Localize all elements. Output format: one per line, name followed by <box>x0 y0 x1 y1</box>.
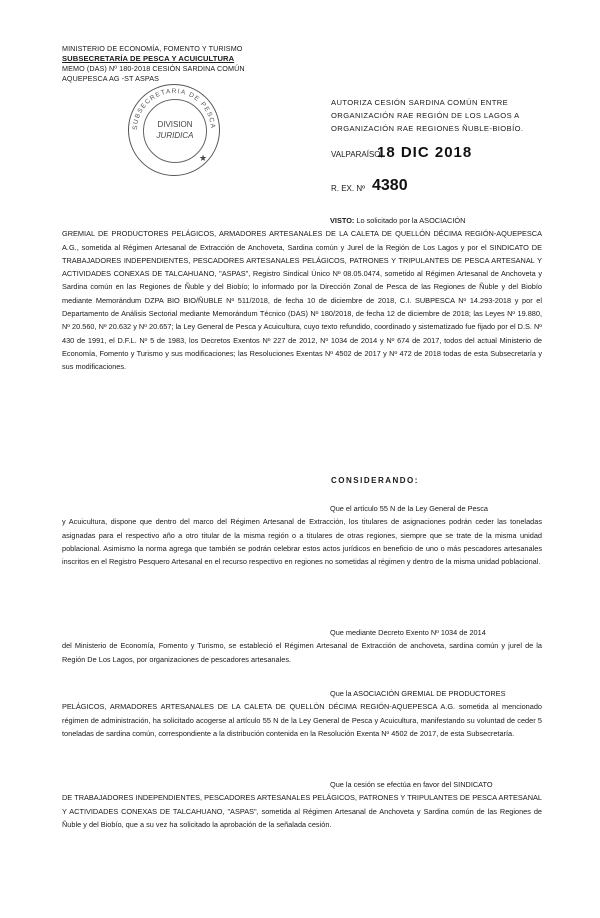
star-icon: ★ <box>199 153 208 163</box>
considerando-paragraph-3 <box>62 687 542 740</box>
resolution-title <box>331 96 541 135</box>
visto-paragraph <box>62 214 542 374</box>
considerando-1-first: Que el artículo 55 N de la Ley General de Pesca <box>330 504 488 513</box>
memo-reference-line-2: AQUEPESCA AG -ST ASPAS <box>62 74 160 83</box>
letterhead <box>62 44 312 84</box>
stamp-line-1: DIVISION <box>157 120 193 129</box>
considerando-2-rest: del Ministerio de Economía, Fomento y Turismo, se estableció el Régimen Artesanal de Extracción de anchoveta, sardina común y jurel de la Región De Los Lagos, por organizaciones de pescadores artesanales. <box>62 641 542 664</box>
considerando-paragraph-1 <box>62 502 542 568</box>
stamp-line-2: JURIDICA <box>156 131 194 140</box>
visto-text-first: Lo solicitado por la ASOCIACIÓN <box>356 216 466 225</box>
resolution-number: 4380 <box>372 177 408 194</box>
subsecretaria-name: SUBSECRETARÍA DE PESCA Y ACUICULTURA <box>62 54 235 63</box>
memo-reference-line-1: MEMO (DAS) Nº 180-2018 CESIÓN SARDINA COMÚN <box>62 64 245 73</box>
title-line-3: ORGANIZACIÓN RAE REGIONES ÑUBLE-BIOBÍO. <box>331 124 524 133</box>
juridica-stamp <box>128 84 220 176</box>
stamp-outer-text: SUBSECRETARIA DE PESCA <box>131 87 217 131</box>
resolution-date: 18 DIC 2018 <box>377 144 473 161</box>
rex-label: R. EX. Nº <box>331 184 366 193</box>
considerando-paragraph-4 <box>62 778 542 831</box>
visto-text-rest: GREMIAL DE PRODUCTORES PELÁGICOS, ARMADORES ARTESANALES DE LA CALETA DE QUELLÓN DÉCIMA REGIÓN-AQUEPESCA A.G., sometida al Régimen Artesanal de Extracción de Anchoveta, Sardina común y Jurel de la Región de Los Lagos y por el SINDICATO DE TRABAJADORES INDEPENDIENTES, PESCADORES ARTESANALES PELÁGICOS, PATRONES Y TRIPULANTES DE PESCA ARTESANAL Y ACTIVIDADES CONEXAS DE TALCAHUANO, "ASPAS", Registro Sindical Único Nº 08.05.0474, sometido al Régimen Artesanal de Anchoveta y Sardina común en las Regiones de Ñuble y del Biobío; lo informado por la Dirección Zonal de Pesca de las Regiones de Ñuble y del Biobío mediante Memorándum DZPA BIO BIO/ÑUBLE Nº 511/2018, de fecha 10 de diciembre de 2018, C.I. SUBPESCA Nº 14.293-2018 y por el Departamento de Análisis Sectorial mediante Memorándum Técnico (DAS) Nº 180/2018, de fecha 12 de diciembre de 2018; las Leyes Nº 19.880, Nº 20.560, Nº 20.632 y Nº 20.657; la Ley General de Pesca y Acuicultura, cuyo texto refundido, coordinado y sistematizado fue fijado por el D.S. Nº 430 de 1991, el D.F.L. Nº 5 de 1983, los Decretos Exentos Nº 227 de 2012, Nº 1034 de 2014 y Nº 674 de 2017, todos del actual Ministerio de Economía, Fomento y Turismo y sus modificaciones; las Resoluciones Exentas Nº 4502 de 2017 y Nº 472 de 2018 todas de esta Subsecretaría y sus modificaciones. <box>62 229 542 372</box>
ministry-name: MINISTERIO DE ECONOMÍA, FOMENTO Y TURISMO <box>62 44 243 53</box>
place-date-row <box>331 144 473 161</box>
considerando-4-rest: DE TRABAJADORES INDEPENDIENTES, PESCADORES ARTESANALES PELÁGICOS, PATRONES Y TRIPULANTES DE PESCA ARTESANAL Y ACTIVIDADES CONEXAS DE TALCAHUANO, "ASPAS", sometida al Régimen Artesanal de Anchoveta y Sardina común de las Regiones de Ñuble y del Biobío, que a su vez ha solicitado la aprobación de la señalada cesión. <box>62 793 542 829</box>
city-label: VALPARAÍSO, <box>331 150 383 159</box>
considerando-2-first: Que mediante Decreto Exento Nº 1034 de 2014 <box>330 628 486 637</box>
title-line-1: AUTORIZA CESIÓN SARDINA COMÚN ENTRE <box>331 98 509 107</box>
considerando-3-first: Que la ASOCIACIÓN GREMIAL DE PRODUCTORES <box>330 689 506 698</box>
visto-label: VISTO: <box>330 216 355 225</box>
considerando-paragraph-2 <box>62 626 542 666</box>
title-line-2: ORGANIZACIÓN RAE REGIÓN DE LOS LAGOS A <box>331 111 520 120</box>
considerando-3-rest: PELÁGICOS, ARMADORES ARTESANALES DE LA CALETA DE QUELLÓN DÉCIMA REGIÓN-AQUEPESCA A.G. sometida al mencionado régimen de administración, ha solicitado acogerse al artículo 55 N de la Ley General de Pesca y Acuicultura, manifestando su voluntad de ceder 5 toneladas de sardina común, correspondiente a la distribución contenida en la Resolución Exenta Nº 4502 de 2017, de esta Subsecretaría. <box>62 702 542 738</box>
stamp-inner-circle <box>143 99 207 163</box>
resolution-number-row <box>331 177 408 194</box>
considerando-1-rest: y Acuicultura, dispone que dentro del marco del Régimen Artesanal de Extracción, los titulares de asignaciones podrán ceder las toneladas asignadas para el respectivo año a otro titular de la misma región o a titulares de otras regiones, siempre que se trate de la misma unidad poblacional. Asimismo la norma agrega que también se podrán celebrar estos actos jurídicos en beneficio de uno o más pescadores artesanales inscritos en el Registro Pesquero Artesanal en el recurso respectivo en regiones no sometidas al régimen y dentro de la misma unidad poblacional. <box>62 517 542 567</box>
considerando-4-first: Que la cesión se efectúa en favor del SINDICATO <box>330 780 493 789</box>
considerando-heading: CONSIDERANDO: <box>331 476 419 485</box>
